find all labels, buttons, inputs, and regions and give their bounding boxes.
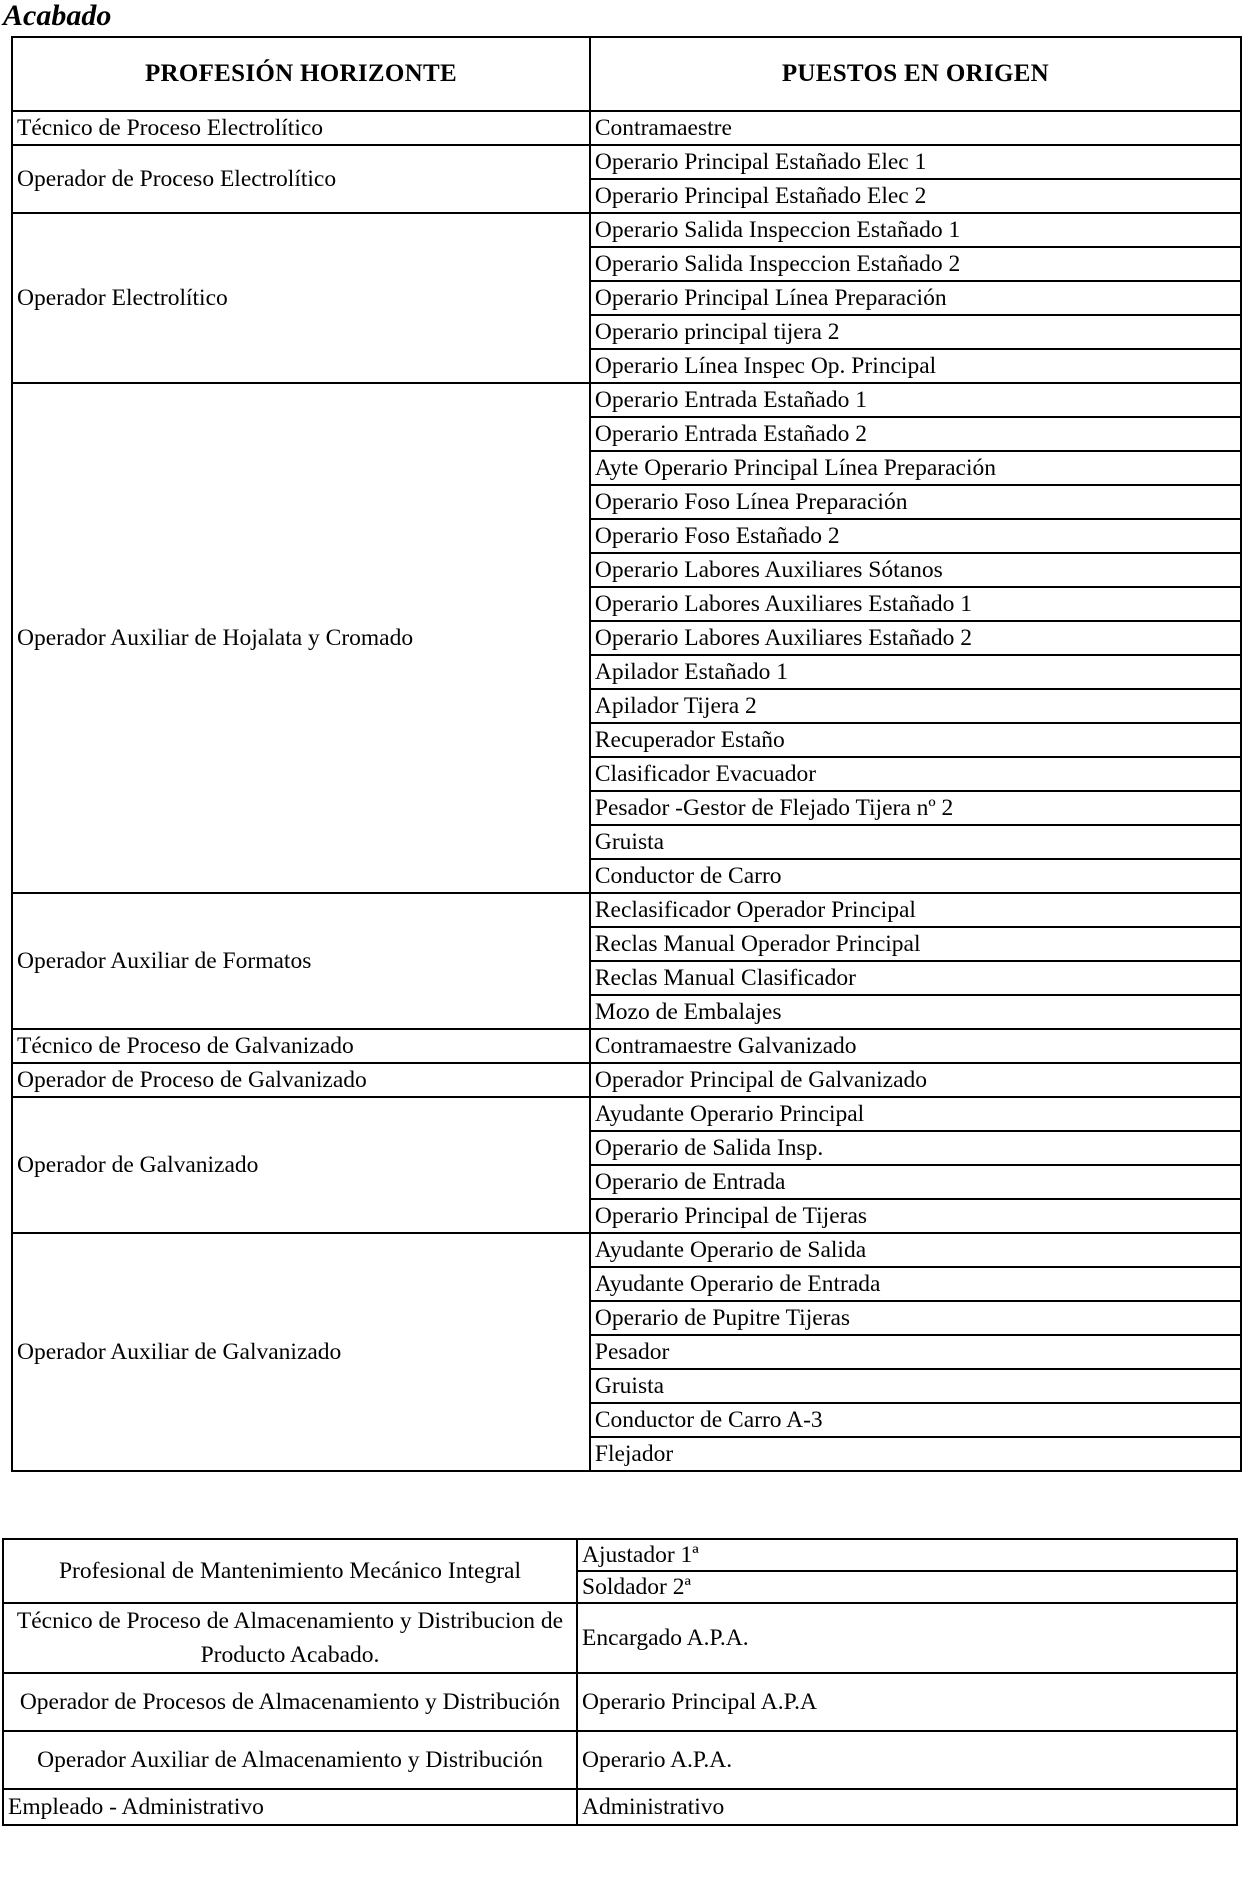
table-row	[3, 1789, 1237, 1825]
profesion-cell: Operador de Proceso Electrolítico	[12, 145, 590, 213]
puesto-cell: Apilador Tijera 2	[590, 689, 1241, 723]
puesto-cell: Operario A.P.A.	[577, 1731, 1237, 1789]
puesto-cell: Flejador	[590, 1437, 1241, 1471]
puesto-cell: Soldador 2ª	[577, 1571, 1237, 1603]
profesion-cell: Operador Auxiliar de Galvanizado	[12, 1233, 590, 1471]
puesto-cell: Operario Entrada Estañado 1	[590, 383, 1241, 417]
table-row	[12, 213, 1241, 247]
profesion-cell: Operador de Proceso de Galvanizado	[12, 1063, 590, 1097]
puesto-cell: Conductor de Carro	[590, 859, 1241, 893]
puesto-cell: Operario Principal de Tijeras	[590, 1199, 1241, 1233]
puesto-cell: Reclas Manual Clasificador	[590, 961, 1241, 995]
table-row	[12, 1097, 1241, 1131]
puesto-cell: Operario Principal Estañado Elec 2	[590, 179, 1241, 213]
table-row	[3, 1539, 1237, 1571]
header-row	[12, 37, 1241, 111]
puesto-cell: Operario Línea Inspec Op. Principal	[590, 349, 1241, 383]
table-row	[12, 1233, 1241, 1267]
puesto-cell: Contramaestre Galvanizado	[590, 1029, 1241, 1063]
puesto-cell: Administrativo	[577, 1789, 1237, 1825]
profesion-cell: Empleado - Administrativo	[3, 1789, 577, 1825]
puesto-cell: Operador Principal de Galvanizado	[590, 1063, 1241, 1097]
table-row	[3, 1673, 1237, 1731]
profesion-cell: Operador Electrolítico	[12, 213, 590, 383]
puesto-cell: Operario Foso Estañado 2	[590, 519, 1241, 553]
puesto-cell: Operario Salida Inspeccion Estañado 2	[590, 247, 1241, 281]
table-row	[12, 893, 1241, 927]
puesto-cell: Mozo de Embalajes	[590, 995, 1241, 1029]
puesto-cell: Conductor de Carro A-3	[590, 1403, 1241, 1437]
table-row	[3, 1731, 1237, 1789]
profesion-cell: Operador de Procesos de Almacenamiento y Distribución	[3, 1673, 577, 1731]
profesion-cell: Técnico de Proceso Electrolítico	[12, 111, 590, 145]
puesto-cell: Pesador -Gestor de Flejado Tijera nº 2	[590, 791, 1241, 825]
section-title: Acabado	[3, 0, 112, 32]
table-row	[12, 1029, 1241, 1063]
table-row	[12, 111, 1241, 145]
puesto-cell: Reclasificador Operador Principal	[590, 893, 1241, 927]
puesto-cell: Operario Foso Línea Preparación	[590, 485, 1241, 519]
puesto-cell: Gruista	[590, 825, 1241, 859]
puesto-cell: Pesador	[590, 1335, 1241, 1369]
puesto-cell: Operario Salida Inspeccion Estañado 1	[590, 213, 1241, 247]
table-row	[3, 1603, 1237, 1673]
profesion-cell: Operador Auxiliar de Almacenamiento y Distribución	[3, 1731, 577, 1789]
puesto-cell: Operario de Salida Insp.	[590, 1131, 1241, 1165]
puesto-cell: Ayudante Operario Principal	[590, 1097, 1241, 1131]
puesto-cell: Ayudante Operario de Salida	[590, 1233, 1241, 1267]
main-table-body	[12, 111, 1241, 1471]
main-table	[11, 36, 1242, 1472]
puesto-cell: Ayte Operario Principal Línea Preparación	[590, 451, 1241, 485]
puesto-cell: Ajustador 1ª	[577, 1539, 1237, 1571]
profesion-cell: Operador Auxiliar de Formatos	[12, 893, 590, 1029]
puesto-cell: Operario Labores Auxiliares Estañado 2	[590, 621, 1241, 655]
lower-table	[2, 1538, 1238, 1826]
puesto-cell: Operario de Entrada	[590, 1165, 1241, 1199]
profesion-cell: Técnico de Proceso de Almacenamiento y Distribucion de Producto Acabado.	[3, 1603, 577, 1673]
profesion-cell: Técnico de Proceso de Galvanizado	[12, 1029, 590, 1063]
table-row	[12, 1063, 1241, 1097]
puesto-cell: Recuperador Estaño	[590, 723, 1241, 757]
profesion-cell: Operador de Galvanizado	[12, 1097, 590, 1233]
puesto-cell: Operario Principal Línea Preparación	[590, 281, 1241, 315]
puesto-cell: Operario de Pupitre Tijeras	[590, 1301, 1241, 1335]
puesto-cell: Reclas Manual Operador Principal	[590, 927, 1241, 961]
puesto-cell: Operario Principal Estañado Elec 1	[590, 145, 1241, 179]
puesto-cell: Operario Labores Auxiliares Estañado 1	[590, 587, 1241, 621]
puesto-cell: Operario Entrada Estañado 2	[590, 417, 1241, 451]
puesto-cell: Encargado A.P.A.	[577, 1603, 1237, 1673]
header-puestos: PUESTOS EN ORIGEN	[590, 37, 1241, 111]
puesto-cell: Apilador Estañado 1	[590, 655, 1241, 689]
puesto-cell: Contramaestre	[590, 111, 1241, 145]
profesion-cell: Profesional de Mantenimiento Mecánico Integral	[3, 1539, 577, 1603]
puesto-cell: Operario Principal A.P.A	[577, 1673, 1237, 1731]
table-row	[12, 145, 1241, 179]
table-row	[12, 383, 1241, 417]
puesto-cell: Operario Labores Auxiliares Sótanos	[590, 553, 1241, 587]
puesto-cell: Ayudante Operario de Entrada	[590, 1267, 1241, 1301]
puesto-cell: Operario principal tijera 2	[590, 315, 1241, 349]
puesto-cell: Clasificador Evacuador	[590, 757, 1241, 791]
header-profesion: PROFESIÓN HORIZONTE	[12, 37, 590, 111]
lower-table-body	[3, 1539, 1237, 1825]
puesto-cell: Gruista	[590, 1369, 1241, 1403]
profesion-cell: Operador Auxiliar de Hojalata y Cromado	[12, 383, 590, 893]
